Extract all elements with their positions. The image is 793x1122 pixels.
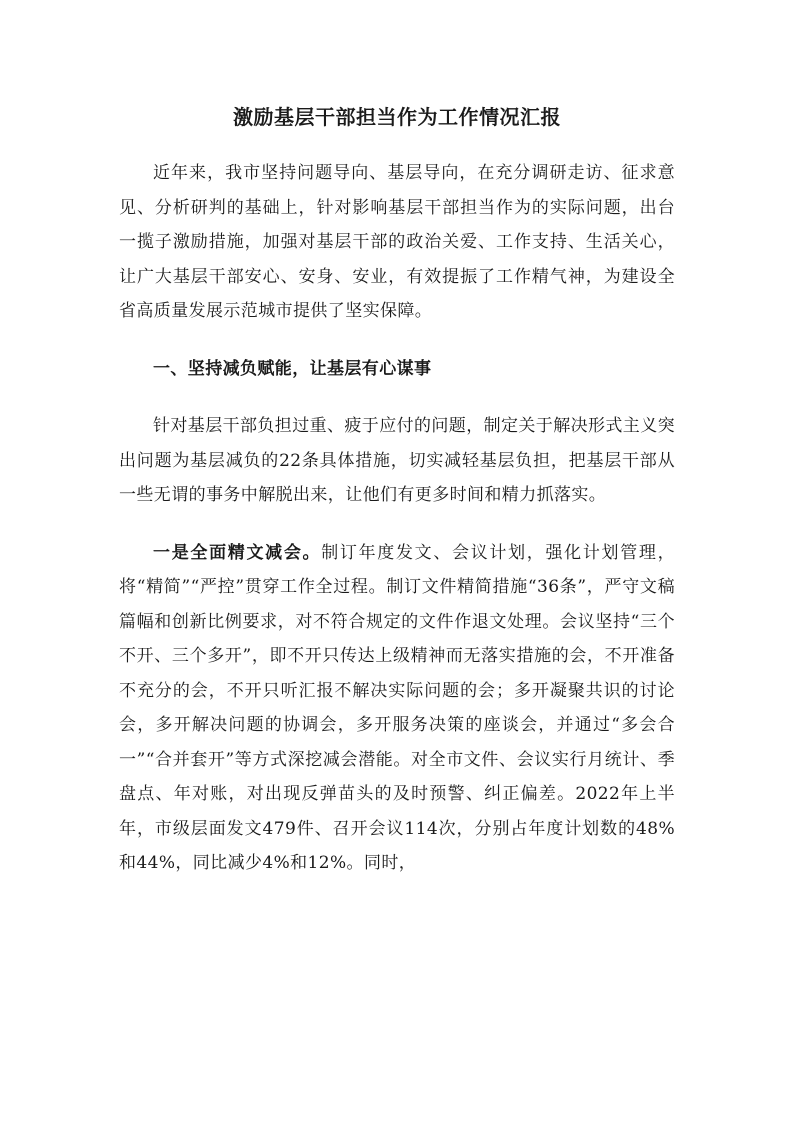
intro-paragraph: 近年来，我市坚持问题导向、基层导向，在充分调研走访、征求意见、分析研判的基础上，针对影响基层干部担当作为的实际问题，出台一揽子激励措施，加强对基层干部的政治关爱、工作支持、生活关心，让广大基层干部安心、安身、安业，有效提振了工作精气神，为建设全省高质量发展示范城市提供了坚实保障。 xyxy=(119,163,675,321)
document-body xyxy=(119,100,675,904)
item-text: 制订年度发文、会议计划，强化计划管理，将“精简”“严控”贯穿工作全过程。制订文件精简措施“36条”，严守文稿篇幅和创新比例要求，对不符合规定的文件作退文处理。会议坚持“三个不开、三个多开”，即不开只传达上级精神而无落实措施的会，不开准备不充分的会，不开只听汇报不解决实际问题的会；多开凝聚共识的讨论会，多开解决问题的协调会，多开服务决策的座谈会，并通过“多会合一”“合并套开”等方式深挖减会潜能。对全市文件、会议实行月统计、季盘点、年对账，对出现反弹苗头的及时预警、纠正偏差。2022年上半年，市级层面发文479件、召开会议114次，分别占年度计划数的48%和44%，同比减少4%和12%。同时， xyxy=(119,542,675,873)
item-lead: 一是全面精文减会。 xyxy=(153,542,322,563)
document-title: 激励基层干部担当作为工作情况汇报 xyxy=(233,105,561,129)
item-paragraph xyxy=(119,536,675,881)
section-heading: 一、坚持减负赋能，让基层有心谋事 xyxy=(153,358,432,379)
section-paragraph: 针对基层干部负担过重、疲于应付的问题，制定关于解决形式主义突出问题为基层减负的22条具体措施，切实减轻基层负担，把基层干部从一些无谓的事务中解脱出来，让他们有更多时间和精力抓落实。 xyxy=(119,416,675,505)
